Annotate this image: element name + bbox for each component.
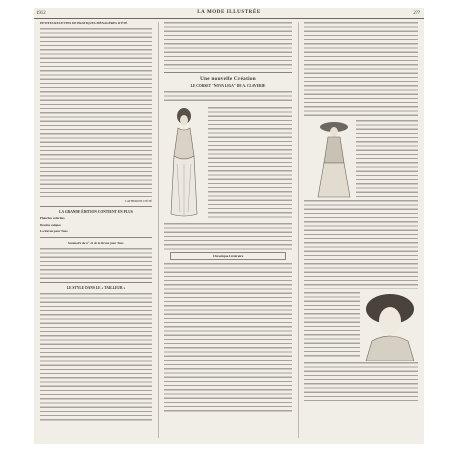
header-title: LA MODE ILLUSTRÉE <box>197 10 261 15</box>
chronique-box-title: Chronique Littéraire <box>170 252 286 260</box>
header-page-number: 2?? <box>413 11 420 16</box>
sommaire-heading: Sommaire du n° 41 de la Revue pour Tous. <box>67 240 125 245</box>
recipes-text-block <box>40 27 152 197</box>
corset-intro-text <box>164 90 292 102</box>
portrait-illustration <box>362 291 418 361</box>
right-lower-text-block <box>304 199 418 289</box>
column-divider-1 <box>158 22 159 438</box>
corset-title: Une nouvelle Création <box>200 76 256 82</box>
corset-figure-illustration <box>164 104 204 222</box>
separator <box>40 206 152 207</box>
lady-figure-illustration <box>304 119 354 199</box>
sommaire-text-block <box>40 247 152 279</box>
right-mid-text-block <box>356 119 418 197</box>
portrait-area <box>304 291 418 361</box>
corset-text-block <box>208 106 292 218</box>
separator <box>40 282 152 283</box>
right-top-text-block <box>304 21 418 117</box>
intro-text-block <box>164 21 292 69</box>
recipes-title: PETITES RECETTES DE PRATIQUES MÉNAGÈRES D'ÉTÉ <box>40 21 128 25</box>
separator <box>164 72 292 73</box>
edition-item-dessins: Dessins calques <box>40 222 61 227</box>
right-figure-area <box>304 119 418 199</box>
edition-item-revue: La Revue pour Tous. <box>40 229 69 234</box>
edition-item-planches: Planches coloriées <box>40 216 65 221</box>
column-right <box>304 21 418 440</box>
column-left <box>40 21 152 440</box>
header-year: 1912 <box>36 11 46 16</box>
chronique-text-block <box>164 262 292 412</box>
edition-heading: LA GRANDE ÉDITION CONTIENT EN PLUS <box>59 210 133 215</box>
portrait-side-text <box>304 291 360 359</box>
corset-text-continued <box>164 222 292 250</box>
corset-subtitle: LE CORSET "NOVA LIGA" DE A. CLAVERIE <box>190 84 266 88</box>
corset-figure-area <box>164 104 292 222</box>
header-rule <box>34 18 424 19</box>
separator <box>40 237 152 238</box>
column-middle <box>164 21 292 440</box>
tailleur-heading: LE STYLE DANS LE « TAILLEUR » <box>66 286 126 291</box>
recipes-signature: CATHERINE D'ÉTÉ <box>124 199 152 204</box>
column-divider-2 <box>298 22 299 438</box>
tailleur-text-block <box>40 292 152 422</box>
magazine-page <box>34 8 424 444</box>
right-bottom-text-block <box>304 361 418 401</box>
